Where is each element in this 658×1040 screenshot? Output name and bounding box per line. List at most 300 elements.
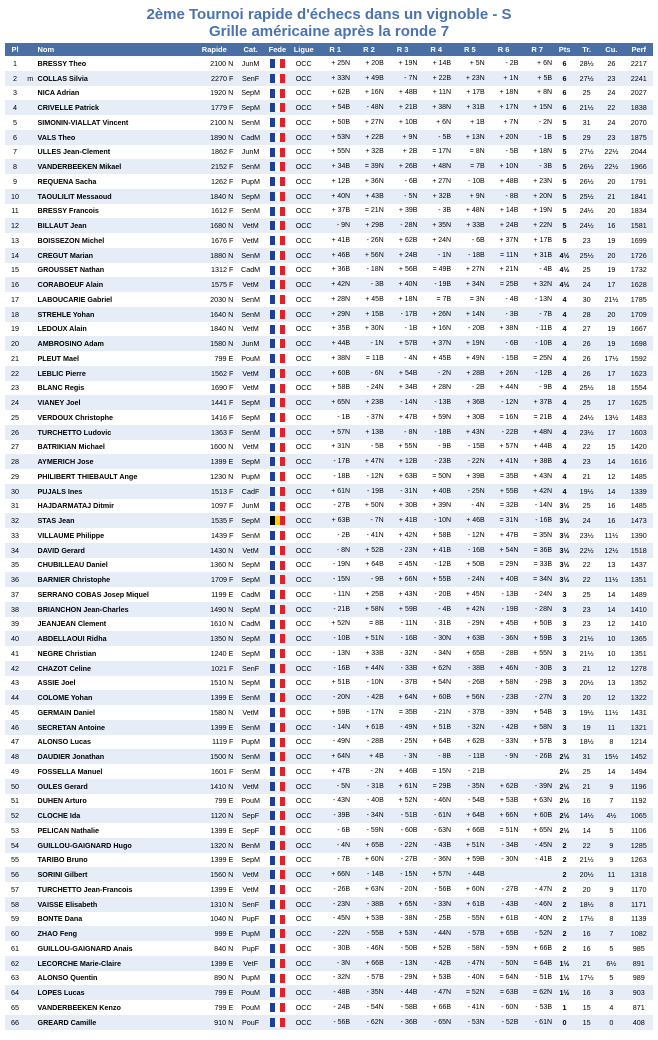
round-5: - 37B [453,705,487,720]
player-name: STREHLE Yohan [36,307,194,322]
round-3: + 61N [386,779,420,794]
player-name: LABOUCARIE Gabriel [36,292,194,307]
federation-flag [266,307,289,322]
performance: 2217 [625,56,654,71]
round-3: + 43N [386,587,420,602]
round-4: - 19B [419,277,453,292]
table-row [5,971,653,986]
round-6: = 29N [487,558,521,573]
flag-icon [270,988,285,997]
rating: 1840 N [193,189,235,204]
player-name: DAUDIER Jonathan [36,749,194,764]
round-5: + 63B [453,631,487,646]
table-row [5,513,653,528]
round-6: = 51N [487,823,521,838]
tiebreak-tr: 22½ [575,543,598,558]
round-7: + 37B [520,395,554,410]
round-4: + 11N [419,86,453,101]
player-name: CORABOEUF Alain [36,277,194,292]
round-6: + 62B [487,779,521,794]
title [25,100,36,115]
place: 33 [5,528,25,543]
round-1: - 9N [318,218,352,233]
performance: 1278 [625,661,654,676]
league: OCC [289,100,318,115]
player-name: LOPES Lucas [36,985,194,1000]
place: 48 [5,749,25,764]
round-4: - 5B [419,130,453,145]
points: 4 [554,351,575,366]
round-2: - 24N [352,381,386,396]
round-5: + 66B [453,823,487,838]
table-row [5,440,653,455]
table-row [5,779,653,794]
category: SenM [235,528,266,543]
place: 38 [5,602,25,617]
points: 4 [554,292,575,307]
tiebreak-cu: 19 [598,336,624,351]
table-row [5,912,653,927]
tiebreak-cu: 4½ [598,808,624,823]
table-row [5,204,653,219]
category: JunM [235,499,266,514]
round-6 [487,764,521,779]
tiebreak-tr: 26½ [575,174,598,189]
round-7: - 46N [520,897,554,912]
tiebreak-cu: 14 [598,454,624,469]
rating: 1021 F [193,661,235,676]
round-6: - 22B [487,425,521,440]
round-5: = 7B [453,159,487,174]
player-name: BONTE Dana [36,912,194,927]
round-6: = 11N [487,248,521,263]
col-r5-header: R 5 [453,43,487,56]
federation-flag [266,646,289,661]
place: 7 [5,145,25,160]
round-3: + 54B [386,366,420,381]
category: SepM [235,602,266,617]
round-7: + 6N [520,56,554,71]
round-3: + 12B [386,454,420,469]
round-4: - 12B [419,558,453,573]
league: OCC [289,204,318,219]
flag-icon [270,546,285,555]
round-6: + 47B [487,528,521,543]
round-2: + 47N [352,454,386,469]
round-3: + 63B [386,469,420,484]
title [25,867,36,882]
performance: 1352 [625,676,654,691]
rating: 799 E [193,794,235,809]
federation-flag [266,56,289,71]
rating: 1510 N [193,676,235,691]
tiebreak-cu: 22½ [598,145,624,160]
points: 5 [554,145,575,160]
tiebreak-cu: 5 [598,941,624,956]
player-name: LEBLIC Pierre [36,366,194,381]
round-5: + 49N [453,351,487,366]
tiebreak-cu: 21 [598,189,624,204]
round-7: - 9B [520,381,554,396]
place: 57 [5,882,25,897]
title [25,661,36,676]
round-5: + 31B [453,100,487,115]
round-1: + 57N [318,425,352,440]
category: SenM [235,720,266,735]
player-name: OULES Gerard [36,779,194,794]
table-row [5,617,653,632]
round-1: - 4N [318,838,352,853]
round-4: - 31B [419,617,453,632]
points: 4 [554,366,575,381]
flag-icon [270,384,285,393]
rating: 1880 N [193,248,235,263]
table-row [5,572,653,587]
league: OCC [289,56,318,71]
round-2: - 6N [352,366,386,381]
round-2: + 4B [352,749,386,764]
round-7: + 19N [520,204,554,219]
place: 32 [5,513,25,528]
round-2: - 48N [352,100,386,115]
place: 44 [5,690,25,705]
tiebreak-tr: 25½ [575,248,598,263]
performance: 1263 [625,853,654,868]
tiebreak-tr: 21 [575,956,598,971]
category: PupF [235,941,266,956]
round-2: + 27N [352,115,386,130]
round-2: + 58N [352,602,386,617]
category: CadM [235,617,266,632]
round-1: - 32N [318,971,352,986]
points: 4 [554,454,575,469]
round-2: - 28B [352,735,386,750]
league: OCC [289,808,318,823]
federation-flag [266,395,289,410]
category: SenM [235,690,266,705]
category: SepM [235,454,266,469]
title [25,735,36,750]
round-7: + 23N [520,174,554,189]
round-4: + 24N [419,233,453,248]
round-1: + 61N [318,484,352,499]
performance: 1592 [625,351,654,366]
round-6: - 23B [487,690,521,705]
points: 2 [554,838,575,853]
title [25,189,36,204]
tiebreak-cu: 0 [598,1015,624,1030]
round-6: + 38N [487,322,521,337]
federation-flag [266,956,289,971]
title [25,130,36,145]
rating: 1580 N [193,705,235,720]
round-2: - 9B [352,572,386,587]
table-row [5,174,653,189]
round-7: + 20N [520,189,554,204]
round-1: - 6B [318,823,352,838]
round-3: - 13N [386,956,420,971]
rating: 1562 F [193,366,235,381]
flag-icon [270,974,285,983]
player-name: ABDELLAOUI Ridha [36,631,194,646]
round-1: - 26B [318,882,352,897]
performance: 2027 [625,86,654,101]
tiebreak-tr: 19½ [575,705,598,720]
tiebreak-tr: 26 [575,351,598,366]
round-4: + 35N [419,218,453,233]
round-5: - 22N [453,454,487,469]
category: PupM [235,735,266,750]
round-6: - 28B [487,646,521,661]
table-row [5,130,653,145]
player-name: HAJDARMATAJ Ditmir [36,499,194,514]
round-4: - 42B [419,956,453,971]
round-5: + 43N [453,425,487,440]
tiebreak-cu: 4 [598,1000,624,1015]
table-row [5,823,653,838]
tiebreak-cu: 17½ [598,351,624,366]
round-6: - 8B [487,189,521,204]
points: 3 [554,705,575,720]
title [25,454,36,469]
round-7: + 66B [520,941,554,956]
round-2: - 42B [352,690,386,705]
place: 55 [5,853,25,868]
round-4: - 13B [419,395,453,410]
tiebreak-cu: 14 [598,484,624,499]
tiebreak-cu: 19 [598,233,624,248]
round-6: - 13B [487,587,521,602]
place: 63 [5,971,25,986]
flag-icon [270,325,285,334]
category: SenF [235,661,266,676]
category: SepM [235,646,266,661]
round-2: - 59N [352,823,386,838]
rating: 1120 N [193,808,235,823]
place: 34 [5,543,25,558]
flag-icon [270,693,285,702]
round-3: - 50B [386,941,420,956]
round-6: - 34B [487,838,521,853]
flag-icon [270,782,285,791]
col-r3-header: R 3 [386,43,420,56]
category: SepM [235,631,266,646]
round-5: + 5N [453,56,487,71]
tiebreak-tr: 23½ [575,425,598,440]
federation-flag [266,558,289,573]
round-7: - 51B [520,971,554,986]
round-6: - 6B [487,336,521,351]
flag-icon [270,679,285,688]
round-3: - 25N [386,735,420,750]
federation-flag [266,86,289,101]
title [25,853,36,868]
league: OCC [289,631,318,646]
flag-icon [270,738,285,747]
performance: 1875 [625,130,654,145]
round-2: + 32B [352,145,386,160]
flag-icon [270,443,285,452]
performance: 1139 [625,912,654,927]
round-1: - 3N [318,956,352,971]
round-1: - 14N [318,720,352,735]
federation-flag [266,1000,289,1015]
round-5: - 55N [453,912,487,927]
rating: 1399 E [193,882,235,897]
points: 2½ [554,764,575,779]
category: CadF [235,484,266,499]
league: OCC [289,897,318,912]
tiebreak-tr: 14½ [575,808,598,823]
league: OCC [289,248,318,263]
place: 16 [5,277,25,292]
federation-flag [266,174,289,189]
round-6: + 45B [487,617,521,632]
rating: 1040 N [193,912,235,927]
flag-icon [270,826,285,835]
flag-icon [270,487,285,496]
round-2: + 61B [352,720,386,735]
rating: 999 E [193,926,235,941]
rating: 1363 F [193,425,235,440]
round-5: - 54B [453,794,487,809]
round-6: + 1N [487,71,521,86]
league: OCC [289,587,318,602]
player-name: AMBROSINO Adam [36,336,194,351]
round-6: - 4B [487,292,521,307]
round-1: + 44B [318,336,352,351]
flag-icon [270,354,285,363]
league: OCC [289,322,318,337]
points: 3½ [554,558,575,573]
tiebreak-tr: 23 [575,233,598,248]
round-1: - 1B [318,410,352,425]
flag-icon [270,634,285,643]
performance: 1321 [625,720,654,735]
category: SenM [235,204,266,219]
title [25,749,36,764]
flag-icon [270,664,285,673]
tiebreak-cu: 5 [598,823,624,838]
rating: 1575 F [193,277,235,292]
round-4: + 22B [419,71,453,86]
round-3: + 64N [386,690,420,705]
federation-flag [266,115,289,130]
table-row [5,528,653,543]
tiebreak-cu: 23 [598,130,624,145]
rating: 2270 F [193,71,235,86]
round-5: - 40N [453,971,487,986]
player-name: BRESSY Theo [36,56,194,71]
title [25,56,36,71]
flag-icon [270,575,285,584]
category: CadM [235,263,266,278]
tiebreak-tr: 16 [575,926,598,941]
round-7: - 29B [520,676,554,691]
points: 5 [554,204,575,219]
round-7 [520,764,554,779]
tiebreak-tr: 31 [575,749,598,764]
round-5: + 14N [453,307,487,322]
round-3: - 14N [386,395,420,410]
title [25,794,36,809]
round-3: = 35B [386,705,420,720]
player-name: TURCHETTO Ludovic [36,425,194,440]
flag-icon [270,59,285,68]
round-2: + 44N [352,661,386,676]
round-6: + 40B [487,572,521,587]
round-4: - 33N [419,897,453,912]
round-2: + 64B [352,558,386,573]
title [25,572,36,587]
round-1: - 16B [318,661,352,676]
tiebreak-tr: 22 [575,838,598,853]
tiebreak-tr: 26½ [575,159,598,174]
federation-flag [266,897,289,912]
place: 50 [5,779,25,794]
rating: 1680 N [193,218,235,233]
flag-icon [270,457,285,466]
round-4: - 56B [419,882,453,897]
round-6: - 19B [487,602,521,617]
round-2: + 50N [352,499,386,514]
federation-flag [266,676,289,691]
round-4: - 61N [419,808,453,823]
league: OCC [289,218,318,233]
tiebreak-cu: 14 [598,587,624,602]
table-row [5,661,653,676]
player-name: VILLAUME Philippe [36,528,194,543]
federation-flag [266,587,289,602]
category: SepM [235,853,266,868]
category: VetM [235,882,266,897]
rating: 1676 F [193,233,235,248]
table-row [5,86,653,101]
table-row [5,248,653,263]
federation-flag [266,735,289,750]
points: 3½ [554,572,575,587]
tiebreak-tr: 25 [575,395,598,410]
title [25,395,36,410]
category: BenM [235,838,266,853]
round-7: + 55N [520,646,554,661]
points: 3 [554,661,575,676]
round-1: + 29N [318,307,352,322]
title [25,676,36,691]
round-2: - 19B [352,484,386,499]
rating: 799 E [193,985,235,1000]
round-6: = 31N [487,513,521,528]
performance: 1625 [625,395,654,410]
round-2: + 20B [352,56,386,71]
category: VetM [235,277,266,292]
round-4: - 10N [419,513,453,528]
round-3: - 38N [386,912,420,927]
flag-icon [270,797,285,806]
round-5: + 64B [453,808,487,823]
title [25,336,36,351]
round-6: = 25B [487,277,521,292]
league: OCC [289,853,318,868]
federation-flag [266,454,289,469]
tiebreak-tr: 25 [575,587,598,602]
rating: 1097 F [193,499,235,514]
league: OCC [289,572,318,587]
round-2: + 25B [352,587,386,602]
round-4: + 32B [419,189,453,204]
round-7: = 33B [520,558,554,573]
round-2: - 31B [352,779,386,794]
